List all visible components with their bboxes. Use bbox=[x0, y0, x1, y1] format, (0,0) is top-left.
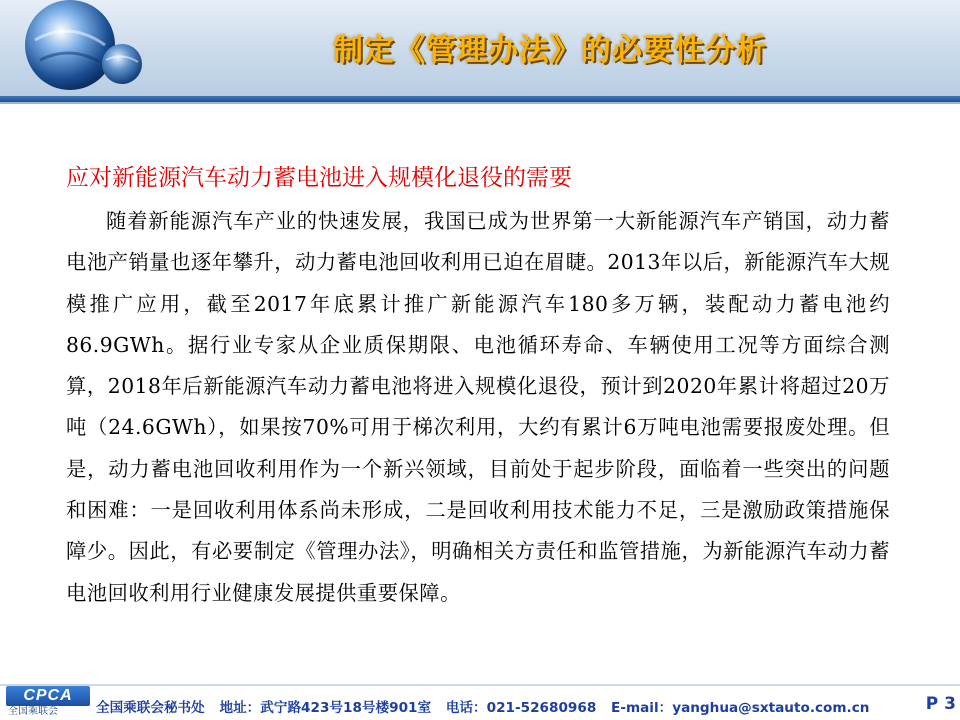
slide-header bbox=[0, 0, 960, 100]
cpca-logo bbox=[6, 686, 90, 718]
slide-title: 制定《管理办法》的必要性分析 bbox=[333, 33, 767, 68]
page-number: P 3 bbox=[925, 694, 956, 714]
globe-logo-icon bbox=[0, 0, 200, 100]
body-paragraph: 随着新能源汽车产业的快速发展，我国已成为世界第一大新能源汽车产销国，动力蓄电池产销量也逐年攀升，动力蓄电池回收利用已迫在眉睫。2013年以后，新能源汽车大规模推广应用，截至2017年底累计推广新能源汽车180多万辆，装配动力蓄电池约86.9GWh。据行业专家从企业质保期限、电池循环寿命、车辆使用工况等方面综合测算，2018年后新能源汽车动力蓄电池将进入规模化退役，预计到2020年累计将超过20万吨（24.6GWh），如果按70%可用于梯次利用，大约有累计6万吨电池需要报废处理。但是，动力蓄电池回收利用作为一个新兴领域，目前处于起步阶段，面临着一些突出的问题和困难：一是回收利用体系尚未形成，二是回收利用技术能力不足，三是激励政策措施保障少。因此，有必要制定《管理办法》，明确相关方责任和监管措施，为新能源汽车动力蓄电池回收利用行业健康发展提供重要保障。 bbox=[66, 209, 890, 605]
footer-phone: 电话：021-52680968 bbox=[445, 700, 597, 716]
cpca-logo-mark: CPCA bbox=[6, 686, 90, 706]
footer-divider bbox=[0, 684, 960, 686]
footer-address: 地址：武宁路423号18号楼901室 bbox=[219, 700, 432, 716]
section-heading: 应对新能源汽车动力蓄电池进入规模化退役的需要 bbox=[66, 165, 572, 191]
header-divider-highlight bbox=[0, 102, 960, 104]
footer-org: 全国乘联会秘书处 bbox=[96, 700, 205, 716]
footer-email: E-mail：yanghua@sxtauto.com.cn bbox=[611, 700, 870, 716]
cpca-logo-subtext: 全国乘联会 bbox=[8, 706, 58, 717]
footer-contact bbox=[96, 697, 879, 719]
